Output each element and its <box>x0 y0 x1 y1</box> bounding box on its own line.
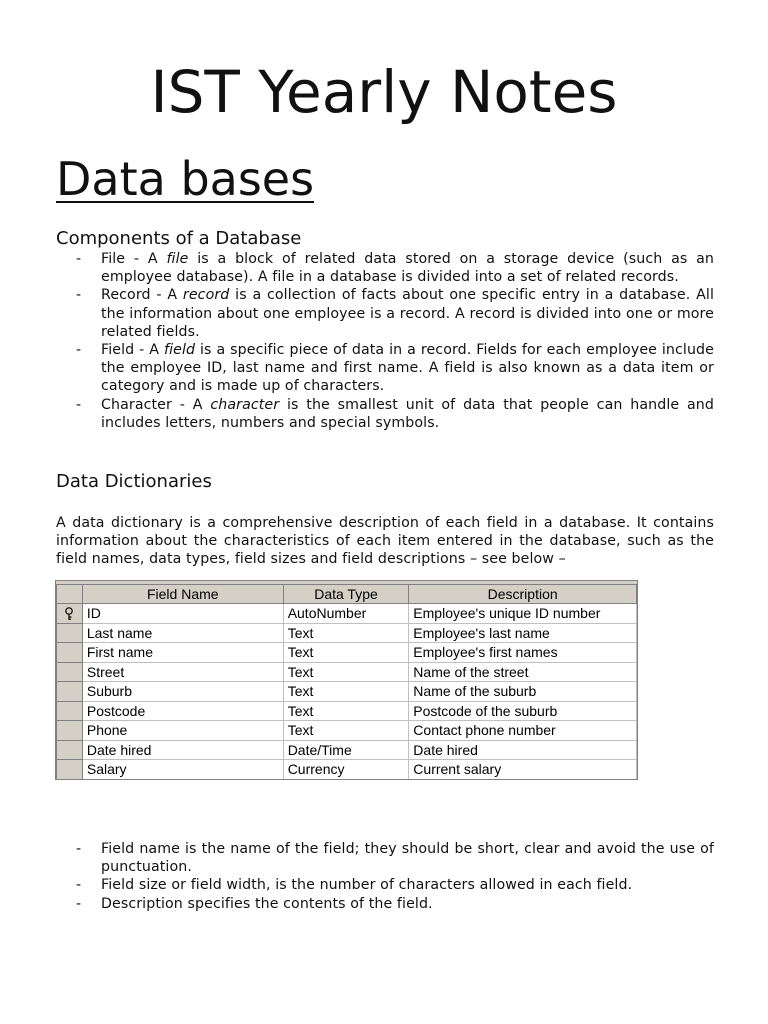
section-title: Data bases <box>56 152 315 206</box>
list-item <box>56 876 714 894</box>
list-item <box>56 341 714 396</box>
components-heading: Components of a Database <box>56 228 302 249</box>
field-name-cell[interactable]: ID <box>82 604 283 624</box>
item-term: file <box>166 251 189 267</box>
primary-key-icon <box>64 605 74 621</box>
dictionaries-heading: Data Dictionaries <box>56 471 212 492</box>
table-row[interactable] <box>57 662 637 682</box>
data-type-cell[interactable]: Text <box>283 701 409 721</box>
bullet-dash: - <box>76 877 82 894</box>
data-type-cell[interactable]: Currency <box>283 760 409 780</box>
item-term: character <box>210 396 280 413</box>
row-selector[interactable] <box>57 721 83 741</box>
data-type-cell[interactable]: Text <box>283 662 409 682</box>
item-lead: Record - A <box>101 287 183 304</box>
column-header: Field Name <box>82 585 283 604</box>
field-name-cell[interactable]: Salary <box>82 760 283 780</box>
row-selector[interactable] <box>57 760 83 780</box>
description-cell[interactable]: Name of the suburb <box>409 682 637 702</box>
item-text: is a block of related data stored on a storage device (such as an employee database). A file in a database is divided into a set of related records. <box>101 251 714 286</box>
item-lead: Character - A <box>101 396 211 413</box>
row-selector[interactable] <box>57 701 83 721</box>
row-selector[interactable] <box>57 740 83 760</box>
description-cell[interactable]: Name of the street <box>409 662 637 682</box>
description-cell[interactable]: Employee's last name <box>409 623 637 643</box>
list-item <box>56 286 714 341</box>
list-item <box>56 895 714 913</box>
item-term: record <box>182 287 230 304</box>
description-cell[interactable]: Employee's unique ID number <box>409 604 637 624</box>
row-selector[interactable] <box>57 662 83 682</box>
note-text: Field name is the name of the field; they should be short, clear and avoid the use of punctuation. <box>101 841 714 876</box>
table-row[interactable] <box>57 760 637 780</box>
table-row[interactable] <box>57 604 637 624</box>
components-list <box>56 250 714 432</box>
bullet-dash: - <box>76 342 82 359</box>
list-item <box>56 840 714 876</box>
item-text: is a collection of facts about one specific entry in a database. All the information about one employee is a record. A record is divided into one or more related fields. <box>101 287 714 340</box>
field-name-cell[interactable]: Phone <box>82 721 283 741</box>
bullet-dash: - <box>76 251 82 267</box>
table-row[interactable] <box>57 682 637 702</box>
field-name-cell[interactable]: Street <box>82 662 283 682</box>
row-selector-header <box>57 585 83 604</box>
document-title: IST Yearly Notes <box>150 58 618 126</box>
field-name-cell[interactable]: First name <box>82 643 283 663</box>
table-row[interactable] <box>57 740 637 760</box>
notes-list <box>56 840 714 913</box>
item-lead: File - A <box>101 251 167 267</box>
row-selector[interactable] <box>57 623 83 643</box>
bullet-dash: - <box>76 841 82 857</box>
data-dictionary-table <box>55 580 638 780</box>
bullet-dash: - <box>76 287 82 304</box>
row-selector[interactable] <box>57 643 83 663</box>
description-cell[interactable]: Contact phone number <box>409 721 637 741</box>
data-type-cell[interactable]: Text <box>283 623 409 643</box>
table-header-row <box>57 585 637 604</box>
description-cell[interactable]: Date hired <box>409 740 637 760</box>
data-type-cell[interactable]: Date/Time <box>283 740 409 760</box>
data-type-cell[interactable]: AutoNumber <box>283 604 409 624</box>
dictionaries-paragraph: A data dictionary is a comprehensive description of each field in a database. It contains information about the characteristics of each item entered in the database, such as the field names, data types, field sizes and field descriptions – see below – <box>56 515 714 568</box>
note-text: Description specifies the contents of the field. <box>101 895 433 912</box>
data-type-cell[interactable]: Text <box>283 643 409 663</box>
bullet-dash: - <box>76 396 82 413</box>
field-name-cell[interactable]: Postcode <box>82 701 283 721</box>
description-cell[interactable]: Current salary <box>409 760 637 780</box>
list-item <box>56 396 714 432</box>
table-row[interactable] <box>57 701 637 721</box>
data-type-cell[interactable]: Text <box>283 682 409 702</box>
table-row[interactable] <box>57 721 637 741</box>
field-name-cell[interactable]: Last name <box>82 623 283 643</box>
description-cell[interactable]: Postcode of the suburb <box>409 701 637 721</box>
bullet-dash: - <box>76 895 82 912</box>
row-selector[interactable] <box>57 604 83 624</box>
note-text: Field size or field width, is the number of characters allowed in each field. <box>101 877 633 894</box>
item-lead: Field - A <box>101 342 164 359</box>
item-text: is a specific piece of data in a record. Fields for each employee include the employee ID, last name and first name. A field is also known as a data item or category and is made up of characters. <box>101 342 714 395</box>
field-table <box>56 584 637 780</box>
list-item <box>56 250 714 286</box>
column-header: Description <box>409 585 637 604</box>
item-term: field <box>163 342 196 359</box>
row-selector[interactable] <box>57 682 83 702</box>
field-name-cell[interactable]: Suburb <box>82 682 283 702</box>
data-type-cell[interactable]: Text <box>283 721 409 741</box>
field-name-cell[interactable]: Date hired <box>82 740 283 760</box>
table-row[interactable] <box>57 623 637 643</box>
table-row[interactable] <box>57 643 637 663</box>
column-header: Data Type <box>283 585 409 604</box>
description-cell[interactable]: Employee's first names <box>409 643 637 663</box>
item-text: is the smallest unit of data that people can handle and includes letters, numbers and special symbols. <box>101 396 714 431</box>
